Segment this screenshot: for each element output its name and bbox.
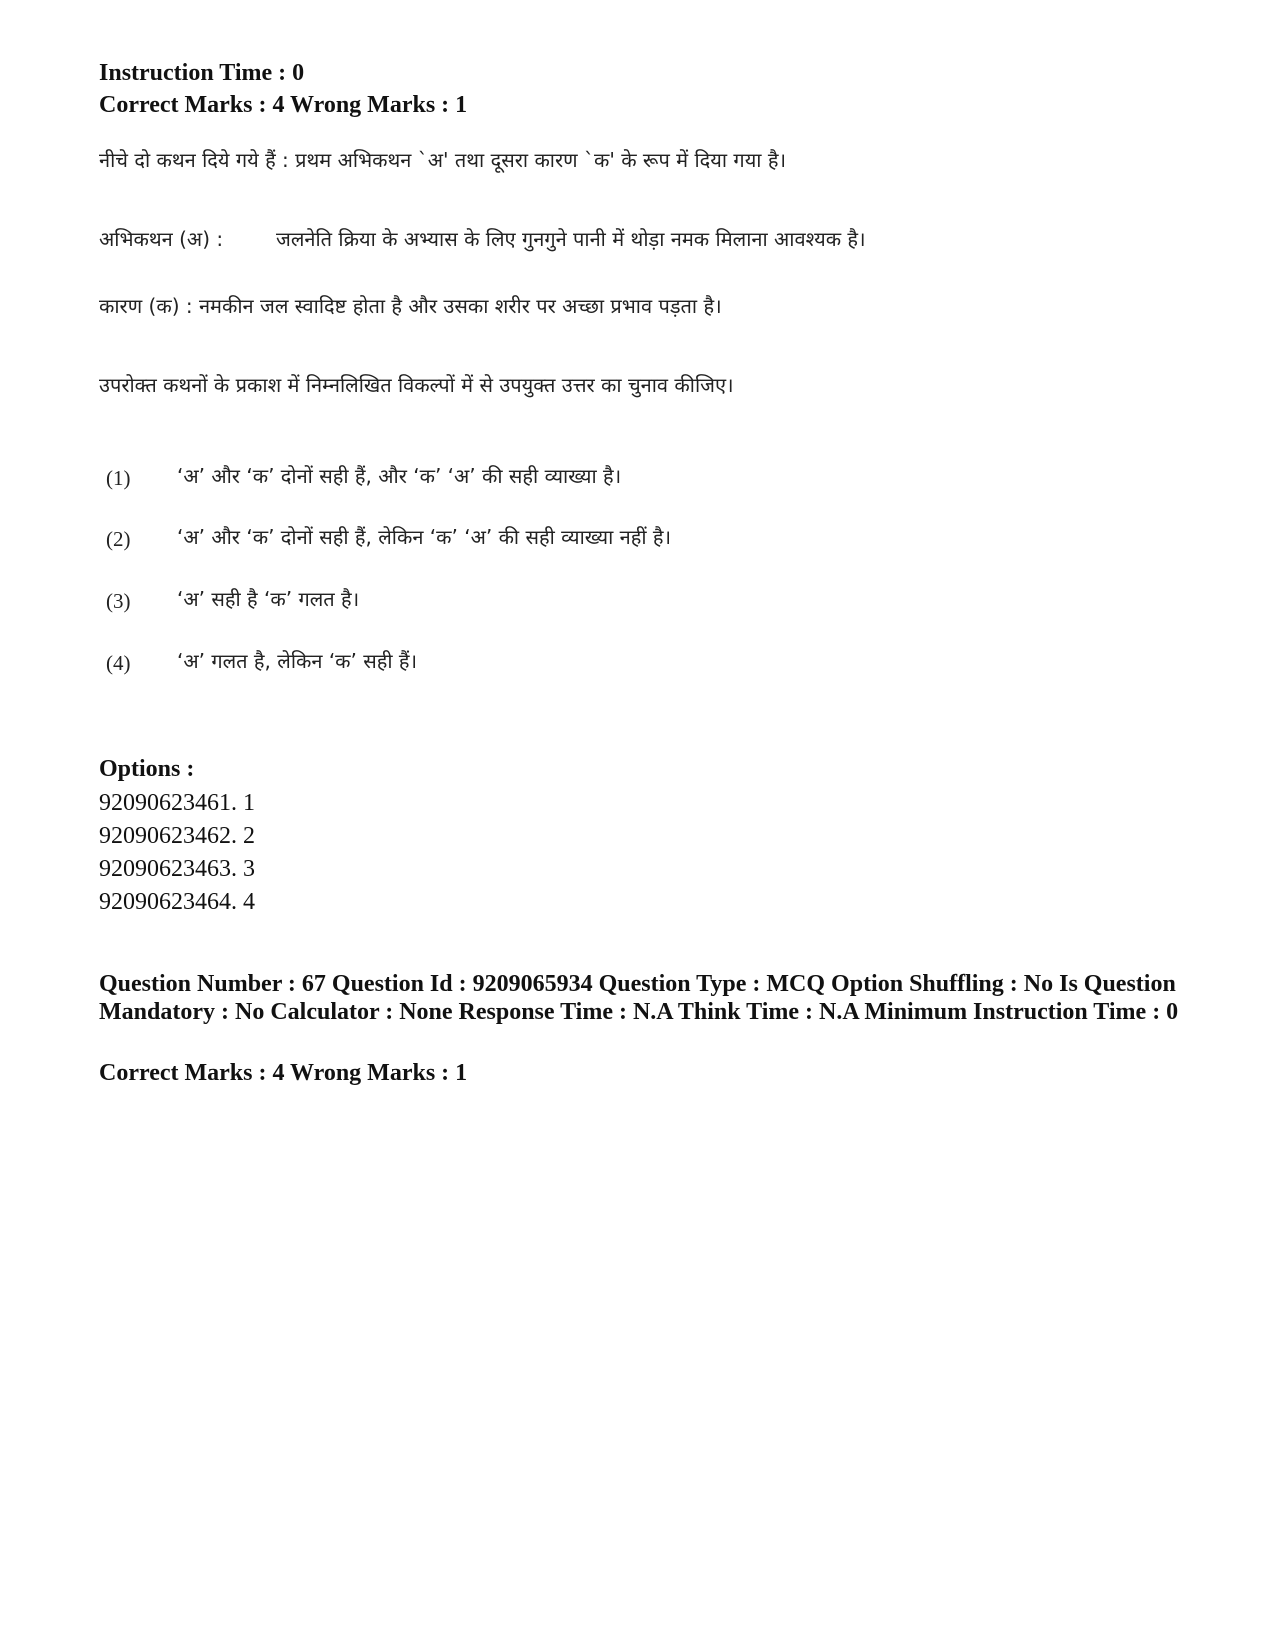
- option-item: 92090623464. 4: [99, 889, 255, 915]
- option-item: 92090623463. 3: [99, 856, 255, 882]
- marks-info: Correct Marks : 4 Wrong Marks : 1: [99, 92, 468, 118]
- option-item: 92090623461. 1: [99, 790, 255, 816]
- choice-text: ‘अ’ और ‘क’ दोनों सही हैं, और ‘क’ ‘अ’ की सही व्याख्या है।: [177, 464, 622, 488]
- choice-text: ‘अ’ और ‘क’ दोनों सही हैं, लेकिन ‘क’ ‘अ’ की सही व्याख्या नहीं है।: [177, 525, 672, 549]
- option-item: 92090623462. 2: [99, 823, 255, 849]
- question-intro: नीचे दो कथन दिये गये हैं : प्रथम अभिकथन `अ' तथा दूसरा कारण `क' के रूप में दिया गया है।: [99, 148, 787, 172]
- choice-number: (2): [106, 527, 131, 551]
- choice-number: (4): [106, 651, 131, 675]
- instruction-time: Instruction Time : 0: [99, 60, 305, 86]
- options-heading: Options :: [99, 756, 195, 782]
- question-header: Question Number : 67 Question Id : 9209065934 Question Type : MCQ Option Shuffling : No Is Question Mandatory : No Calculator : None Response Time : N.A Think Time : N.A Minimum Instruction Time : 0: [99, 971, 1179, 1025]
- choice-number: (1): [106, 466, 131, 490]
- assertion-text: जलनेति क्रिया के अभ्यास के लिए गुनगुने पानी में थोड़ा नमक मिलाना आवश्यक है।: [276, 227, 866, 251]
- question-prompt: उपरोक्त कथनों के प्रकाश में निम्नलिखित विकल्पों में से उपयुक्त उत्तर का चुनाव कीजिए।: [99, 373, 734, 397]
- choice-text: ‘अ’ सही है ‘क’ गलत है।: [177, 587, 360, 611]
- choice-number: (3): [106, 589, 131, 613]
- marks-info: Correct Marks : 4 Wrong Marks : 1: [99, 1060, 468, 1086]
- reason-statement: कारण (क) : नमकीन जल स्वादिष्ट होता है और उसका शरीर पर अच्छा प्रभाव पड़ता है।: [99, 294, 722, 318]
- assertion-label: अभिकथन (अ) :: [99, 227, 224, 251]
- choice-text: ‘अ’ गलत है, लेकिन ‘क’ सही हैं।: [177, 649, 418, 673]
